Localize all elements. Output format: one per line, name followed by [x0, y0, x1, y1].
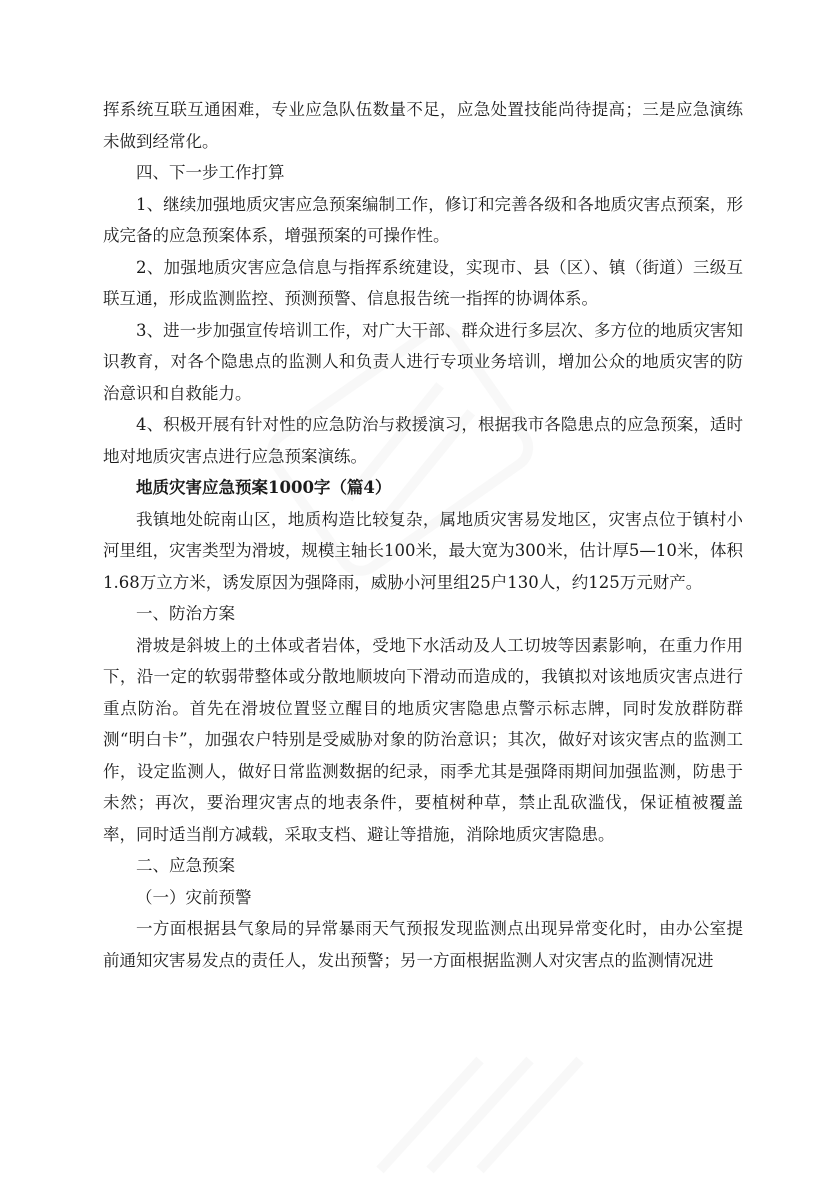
section-heading-prevention: 一、防治方案 — [136, 604, 235, 623]
paragraph-pre-warning: 一方面根据县气象局的异常暴雨天气预报发现监测点出现异常变化时，由办公室提前通知灾害易发点的责任人，发出预警；另一方面根据监测人对灾害点的监测情况进 — [103, 919, 743, 970]
paragraph-item-1: 1、继续加强地质灾害应急预案编制工作，修订和完善各级和各地质灾害点预案，形成完备的应急预案体系，增强预案的可操作性。 — [103, 194, 743, 245]
watermark-corner-icon — [360, 1020, 620, 1180]
section-heading-4: 四、下一步工作打算 — [136, 163, 285, 182]
document-body — [103, 94, 743, 976]
paragraph-item-4: 4、积极开展有针对性的应急防治与救援演习，根据我市各隐患点的应急预案，适时地对地质灾害点进行应急预案演练。 — [103, 415, 743, 466]
paragraph-prevention: 滑坡是斜坡上的土体或者岩体，受地下水活动及人工切坡等因素影响，在重力作用下，沿一定的软弱带整体或分散地顺坡向下滑动而造成的，我镇拟对该地质灾害点进行重点防治。首先在滑坡位置竖立醒目的地质灾害隐患点警示标志牌，同时发放群防群测“明白卡”，加强农户特别是受威胁对象的防治意识；其次，做好对该灾害点的监测工作，设定监测人，做好日常监测数据的纪录，雨季尤其是强降雨期间加强监测，防患于未然；再次，要治理灾害点的地表条件，要植树种草，禁止乱砍滥伐，保证植被覆盖率，同时适当削方减载，采取支档、避让等措施，消除地质灾害隐患。 — [103, 635, 743, 844]
section-heading-emergency: 二、应急预案 — [136, 856, 235, 875]
paragraph-1: 挥系统互联互通困难，专业应急队伍数量不足，应急处置技能尚待提高；三是应急演练未做到经常化。 — [103, 100, 743, 151]
subheading-pre-warning: （一）灾前预警 — [136, 887, 252, 907]
article-title: 地质灾害应急预案1000字（篇4） — [136, 478, 392, 497]
paragraph-item-2: 2、加强地质灾害应急信息与指挥系统建设，实现市、县（区）、镇（街道）三级互联互通，形成监测监控、预测预警、信息报告统一指挥的协调体系。 — [103, 257, 743, 308]
paragraph-item-3: 3、进一步加强宣传培训工作，对广大干部、群众进行多层次、多方位的地质灾害知识教育，对各个隐患点的监测人和负责人进行专项业务培训，增加公众的地质灾害的防治意识和自救能力。 — [103, 320, 743, 403]
paragraph-intro: 我镇地处皖南山区，地质构造比较复杂，属地质灾害易发地区，灾害点位于镇村小河里组，灾害类型为滑坡，规模主轴长100米，最大宽为300米，估计厚5—10米，体积1.68万立方米，诱发原因为强降雨，威胁小河里组25户130人，约125万元财产。 — [103, 509, 743, 592]
